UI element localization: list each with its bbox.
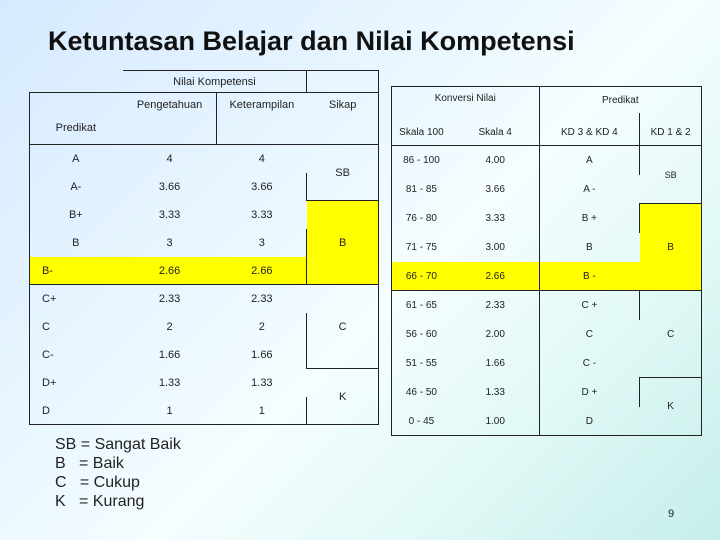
legend-item: C = Cukup [55, 474, 140, 491]
header-pengetahuan: Pengetahuan [122, 93, 217, 145]
legend-item: SB = Sangat Baik [55, 436, 181, 453]
group-header-nilai-kompetensi: Nilai Kompetensi [122, 71, 307, 93]
row-predikat: C- [30, 341, 123, 369]
row-skala-4: 1.66 [451, 349, 539, 378]
row-skala-100: 56 - 60 [392, 320, 452, 349]
row-skala-4: 1.33 [451, 378, 539, 407]
sikap-k: K [307, 369, 379, 425]
row-predikat: C [30, 313, 123, 341]
row-skala-4: 3.00 [451, 233, 539, 262]
header-skala-100: Skala 100 [392, 113, 452, 146]
row-pengetahuan: 3.33 [158, 208, 181, 221]
row-skala-4: 2.33 [451, 291, 539, 320]
nilai-kompetensi-table [29, 70, 379, 425]
header-sikap: Sikap [307, 93, 379, 145]
row-kd3-kd4: D [539, 407, 640, 436]
row-keterampilan: 2.66 [217, 257, 307, 285]
row-kd3-kd4: B + [539, 204, 640, 233]
row-skala-4: 2.66 [451, 262, 539, 291]
kd12-b: B [640, 204, 702, 291]
row-skala-100: 81 - 85 [392, 175, 452, 204]
row-pengetahuan: 2.33 [158, 292, 181, 305]
row-skala-100: 51 - 55 [392, 349, 452, 378]
row-skala-100: 66 - 70 [392, 262, 452, 291]
row-pengetahuan: 2.66 [122, 257, 217, 285]
row-pengetahuan: 3 [166, 236, 173, 249]
row-keterampilan: 4 [258, 152, 265, 165]
row-keterampilan: 2.33 [251, 292, 273, 305]
row-keterampilan: 3 [258, 236, 265, 249]
row-predikat: A [30, 145, 123, 173]
row-pengetahuan: 1.33 [158, 376, 181, 389]
row-skala-4: 4.00 [451, 146, 539, 175]
group-header-konversi-nilai: Konversi Nilai [392, 87, 540, 113]
row-kd3-kd4: A [539, 146, 640, 175]
row-skala-4: 2.00 [451, 320, 539, 349]
row-keterampilan: 1.33 [251, 376, 273, 389]
legend-item: K = Kurang [55, 493, 145, 510]
legend-item: B = Baik [55, 455, 124, 472]
row-skala-100: 61 - 65 [392, 291, 452, 320]
row-skala-100: 76 - 80 [392, 204, 452, 233]
sikap-b: B [307, 201, 379, 285]
row-keterampilan: 2 [258, 320, 265, 333]
row-kd3-kd4: C - [539, 349, 640, 378]
row-pengetahuan: 1 [122, 397, 217, 425]
row-keterampilan: 3.66 [251, 180, 273, 193]
legend [55, 435, 181, 511]
group-header-predikat: Predikat [539, 87, 701, 113]
row-kd3-kd4: C + [539, 291, 640, 320]
row-skala-100: 86 - 100 [392, 146, 452, 175]
konversi-nilai-table [391, 86, 702, 436]
row-skala-4: 3.66 [451, 175, 539, 204]
row-predikat: B+ [30, 201, 123, 229]
row-skala-4: 1.00 [451, 407, 539, 436]
row-skala-4: 3.33 [451, 204, 539, 233]
row-kd3-kd4: D + [539, 378, 640, 407]
row-keterampilan: 1 [217, 397, 307, 425]
row-skala-100: 46 - 50 [392, 378, 452, 407]
kd12-sb: SB [640, 146, 702, 204]
row-kd3-kd4: C [539, 320, 640, 349]
page-number: 9 [668, 508, 675, 520]
row-kd3-kd4: B - [539, 262, 640, 291]
header-keterampilan: Keterampilan [217, 93, 307, 145]
row-pengetahuan: 2 [166, 320, 173, 333]
row-kd3-kd4: A - [539, 175, 640, 204]
row-keterampilan: 1.66 [251, 348, 273, 361]
kd12-c: C [640, 291, 702, 378]
row-pengetahuan: 4 [166, 152, 173, 165]
kd12-k: K [640, 378, 702, 436]
header-kd3-kd4: KD 3 & KD 4 [539, 113, 640, 146]
row-kd3-kd4: B [539, 233, 640, 262]
row-predikat: C+ [30, 285, 123, 313]
row-predikat: D [30, 397, 123, 425]
row-keterampilan: 3.33 [251, 208, 273, 221]
row-pengetahuan: 3.66 [158, 180, 181, 193]
header-skala-4: Skala 4 [451, 113, 539, 146]
page-title: Ketuntasan Belajar dan Nilai Kompetensi [48, 26, 575, 56]
row-skala-100: 71 - 75 [392, 233, 452, 262]
header-predikat: Predikat [30, 93, 123, 145]
row-predikat: B- [30, 257, 123, 285]
row-predikat: D+ [30, 369, 123, 397]
row-predikat: B [30, 229, 123, 257]
row-skala-100: 0 - 45 [392, 407, 452, 436]
sikap-c: C [307, 285, 379, 369]
row-predikat: A- [30, 173, 123, 201]
row-pengetahuan: 1.66 [158, 348, 181, 361]
header-kd1-kd2: KD 1 & 2 [640, 113, 702, 146]
sikap-sb: SB [307, 145, 379, 201]
